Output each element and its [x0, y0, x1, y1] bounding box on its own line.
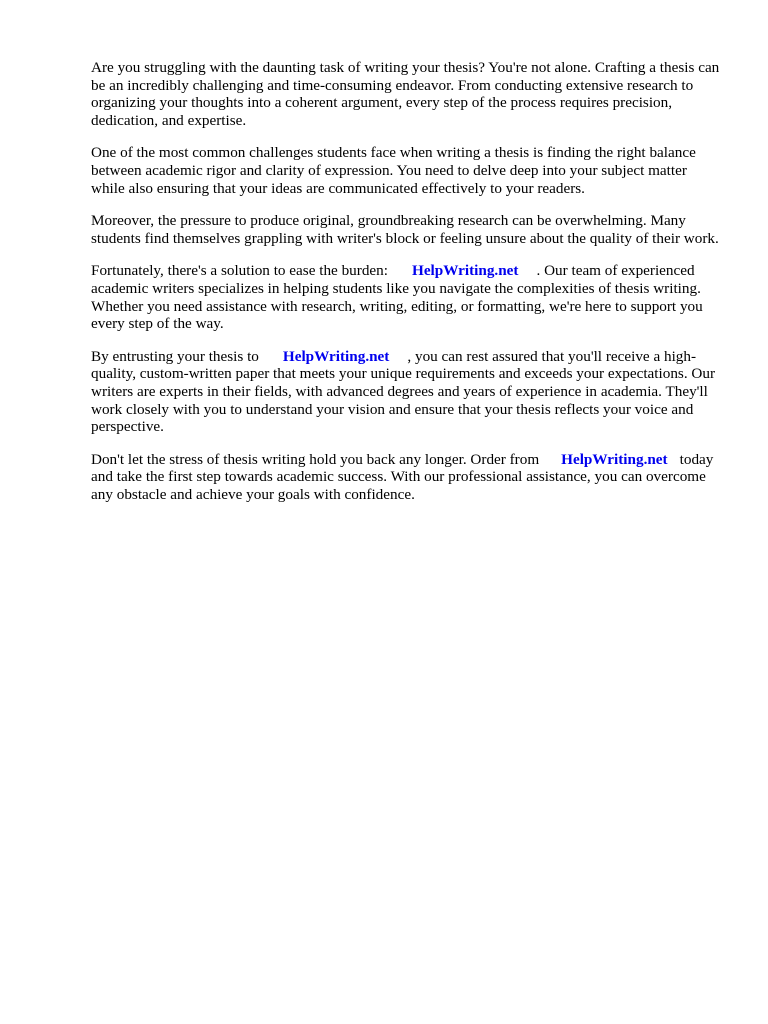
paragraph-intro: Are you struggling with the daunting task of writing your thesis? You're not alone. Crafting a thesis can be an incredibly challenging and time-consuming endeavor. From conducting extensive research to organizing your thoughts into a coherent argument, every step of the process requires precision, dedication, and expertise. — [91, 59, 720, 129]
paragraph-solution-rest: . Our team of experienced academic writers specializes in helping students like you navigate the complexities of thesis writing. Whether you need assistance with research, writing, editing, or formatting, we're here to support you every step of the way. — [91, 262, 703, 333]
paragraph-solution — [91, 262, 723, 332]
paragraph-entrust-rest: , you can rest assured that you'll receive a high-quality, custom-written paper that meets your unique requirements and exceeds your expectations. Our writers are experts in their fields, with advanced degrees and years of experience in academia. They'll work closely with you to understand your vision and ensure that your thesis reflects your voice and perspective. — [91, 347, 716, 436]
paragraph-solution-lead: Fortunately, there's a solution to ease the burden: — [91, 262, 388, 280]
paragraph-pressure: Moreover, the pressure to produce original, groundbreaking research can be overwhelming. Many students find themselves grappling with writer's block or feeling unsure about the quality of their work. — [91, 212, 719, 247]
paragraph-entrust-lead: By entrusting your thesis to — [91, 347, 259, 365]
paragraph-order-lead: Don't let the stress of thesis writing hold you back any longer. Order from — [91, 450, 540, 468]
paragraph-entrust — [91, 348, 723, 436]
helpwriting-link-1[interactable]: HelpWriting.net — [412, 262, 519, 280]
helpwriting-link-3[interactable]: HelpWriting.net — [561, 450, 668, 468]
paragraph-order-rest: today and take the first step towards academic success. With our professional assistance, you can overcome any obstacle and achieve your goals with confidence. — [91, 450, 714, 503]
paragraph-order — [91, 451, 723, 504]
helpwriting-link-2[interactable]: HelpWriting.net — [282, 347, 390, 365]
paragraph-challenges: One of the most common challenges students face when writing a thesis is finding the right balance between academic rigor and clarity of expression. You need to delve deep into your subject matter while also ensuring that your ideas are communicated effectively to your readers. — [91, 144, 696, 197]
document-body — [91, 59, 723, 518]
